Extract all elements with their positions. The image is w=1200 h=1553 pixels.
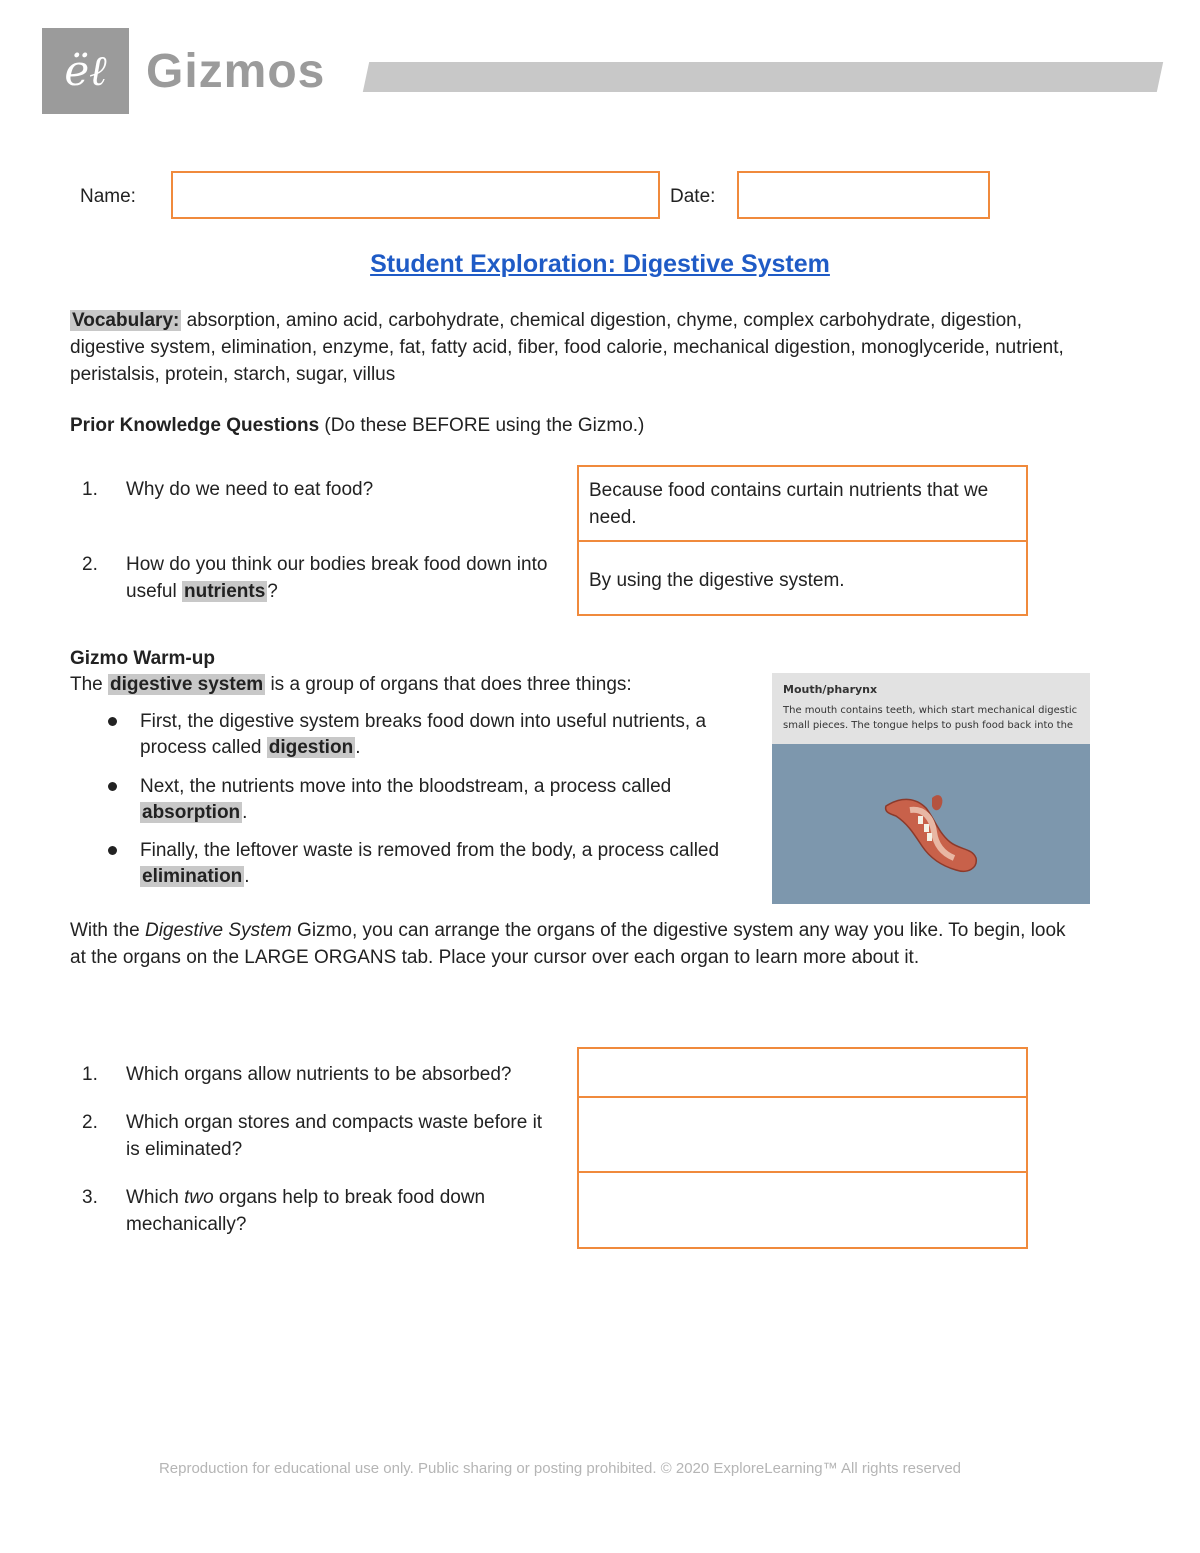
- bullet-dot: [108, 717, 117, 726]
- instructions-paragraph: [70, 917, 1070, 971]
- warmup-intro-b: is a group of organs that does three things:: [265, 674, 632, 695]
- gizmo-screenshot: [772, 673, 1090, 904]
- bullet-elimination-end: .: [244, 866, 250, 887]
- bullet-dot: [108, 846, 117, 855]
- warmup-intro-highlight: digestive system: [110, 674, 264, 695]
- name-label: Name:: [80, 186, 136, 207]
- warmup-intro: [70, 671, 770, 698]
- gizmo-info-line1: The mouth contains teeth, which start mechanical digestic: [783, 705, 1078, 716]
- prior-q2-text-a: How do you think our bodies break food down into useful: [126, 554, 548, 602]
- instructions-text-b: Gizmo, you can arrange the organs of the digestive system any way you like. To begin, look at the organs on the LARGE ORGANS tab. Place your cursor over each organ to learn more about it.: [70, 920, 1066, 968]
- question-2-answer[interactable]: [577, 1096, 1028, 1173]
- question-3-text: [126, 1184, 546, 1238]
- bullet-digestion: [140, 709, 720, 761]
- prior-q1-number: 1.: [82, 479, 98, 500]
- vocabulary-text: absorption, amino acid, carbohydrate, chemical digestion, chyme, complex carbohydrate, digestion, digestive system, elimination, enzyme, fat, fatty acid, fiber, food calorie, mechanical digestion, monoglyceride, nutrient, peristalsis, protein, starch, sugar, villus: [70, 310, 1064, 385]
- bullet-elimination-text: Finally, the leftover waste is removed from the body, a process called: [140, 840, 720, 861]
- prior-q1-text: Why do we need to eat food?: [126, 479, 374, 500]
- prior-knowledge-note: (Do these BEFORE using the Gizmo.): [319, 415, 645, 436]
- instructions-text-a: With the: [70, 920, 145, 941]
- prior-q1-answer[interactable]: Because food contains curtain nutrients that we need.: [577, 465, 1028, 542]
- el-logo-glyph: ëℓ: [64, 46, 107, 95]
- warmup-heading-text: Gizmo Warm-up: [70, 648, 215, 669]
- gizmo-info-line2: small pieces. The tongue helps to push food back into the: [783, 720, 1074, 731]
- bullet-absorption-highlight: absorption: [142, 802, 241, 823]
- bullet-digestion-text: First, the digestive system breaks food down into useful nutrients, a process called: [140, 711, 707, 758]
- question-2-text: Which organ stores and compacts waste before it is eliminated?: [126, 1112, 543, 1160]
- bullet-elimination-highlight: elimination: [142, 866, 243, 887]
- prior-knowledge-heading-line: [70, 412, 1070, 439]
- gizmo-info-title: Mouth/pharynx: [783, 683, 878, 696]
- prior-q2-text-b: ?: [267, 581, 278, 602]
- bullet-elimination: [140, 838, 750, 890]
- date-field[interactable]: [737, 171, 990, 219]
- bullet-digestion-highlight: digestion: [268, 737, 354, 758]
- prior-knowledge-heading: Prior Knowledge Questions: [70, 415, 320, 436]
- bullet-digestion-end: .: [355, 737, 361, 758]
- prior-q2-answer[interactable]: By using the digestive system.: [577, 540, 1028, 616]
- bullet-absorption: [140, 774, 720, 826]
- footer-copyright: Reproduction for educational use only. Public sharing or posting prohibited. © 2020 ExploreLearning™ All rights reserved: [158, 1460, 962, 1477]
- question-3-text-a: Which: [126, 1187, 185, 1208]
- bullet-absorption-end: .: [242, 802, 248, 823]
- brand-name: Gizmos: [146, 45, 326, 98]
- question-3-number: 3.: [82, 1187, 98, 1208]
- mouth-pharynx-organ-icon: [872, 788, 992, 878]
- question-1-answer[interactable]: [577, 1047, 1028, 1098]
- prior-q2-highlight: nutrients: [183, 581, 266, 602]
- warmup-heading: [70, 645, 1070, 672]
- question-2-number: 2.: [82, 1112, 98, 1133]
- name-field[interactable]: [171, 171, 660, 219]
- bullet-absorption-text: Next, the nutrients move into the bloodstream, a process called: [140, 776, 672, 797]
- prior-q2-number: 2.: [82, 554, 98, 575]
- instructions-gizmo-name: Digestive System: [144, 920, 292, 941]
- question-1-text: Which organs allow nutrients to be absorbed?: [126, 1064, 512, 1085]
- page-title: Student Exploration: Digestive System: [370, 250, 830, 278]
- bullet-dot: [108, 782, 117, 791]
- warmup-intro-a: The: [70, 674, 109, 695]
- header-bar: [363, 62, 1163, 92]
- gizmo-info-text: [783, 703, 1090, 733]
- vocabulary: [70, 307, 1070, 388]
- question-3-answer[interactable]: [577, 1171, 1028, 1249]
- question-3-emphasis: two: [184, 1187, 214, 1208]
- prior-q2-text: [126, 551, 568, 605]
- question-3-text-b: organs help to break food down mechanically?: [126, 1187, 486, 1235]
- question-1-number: 1.: [82, 1064, 98, 1085]
- date-label: Date:: [670, 186, 716, 207]
- vocabulary-label: Vocabulary:: [72, 310, 180, 331]
